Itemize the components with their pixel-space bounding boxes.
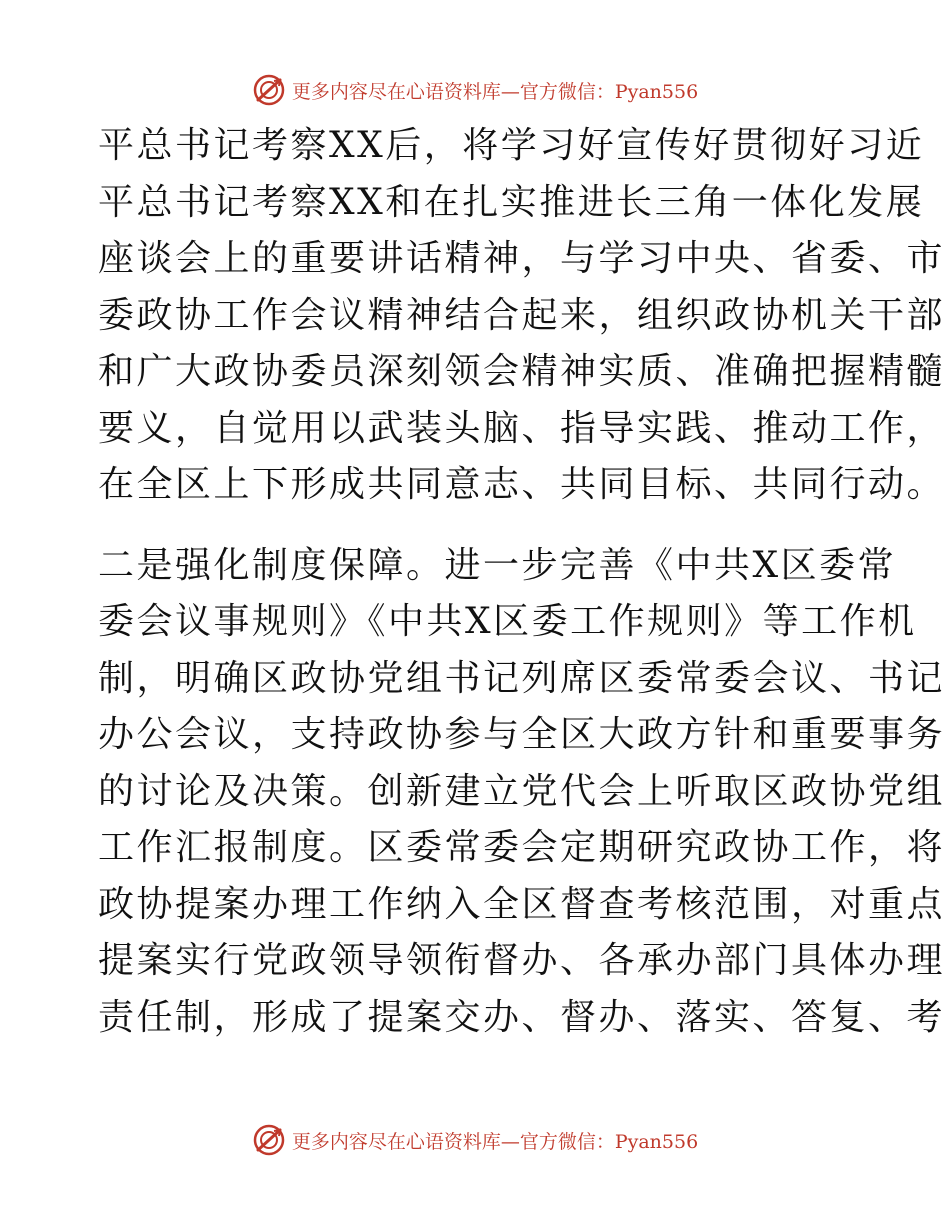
text-line: 工作汇报制度。区委常委会定期研究政协工作，将 <box>98 827 946 868</box>
paragraph-2 <box>98 538 946 1047</box>
seal-logo-icon <box>252 1123 286 1157</box>
document-body <box>98 118 946 1046</box>
text-line: 和广大政协委员深刻领会精神实质、准确把握精髓 <box>98 351 946 392</box>
text-line: 的讨论及决策。创新建立党代会上听取区政协党组 <box>98 770 946 812</box>
paragraph-spacer <box>98 514 858 538</box>
footer-watermark <box>0 1120 950 1160</box>
text-line: 委会议事规则》《中共X区委工作规则》等工作机 <box>98 601 917 642</box>
text-line: 平总书记考察XX和在扎实推进长三角一体化发展 <box>98 181 925 223</box>
text-line: 二是强化制度保障。进一步完善《中共X区委常 <box>98 544 897 586</box>
text-line: 座谈会上的重要讲话精神，与学习中央、省委、市 <box>98 238 946 279</box>
watermark-text: 更多内容尽在心语资料库—官方微信：Pyan556 <box>291 80 699 103</box>
watermark-text: 更多内容尽在心语资料库—官方微信：Pyan556 <box>291 1130 699 1153</box>
text-line: 委政协工作会议精神结合起来，组织政协机关干部 <box>98 294 946 336</box>
text-line: 要义，自觉用以武装头脑、指导实践、推动工作， <box>98 407 946 449</box>
text-line: 提案实行党政领导领衔督办、各承办部门具体办理 <box>98 940 946 981</box>
text-line: 平总书记考察XX后，将学习好宣传好贯彻好习近 <box>98 125 925 166</box>
text-line: 责任制，形成了提案交办、督办、落实、答复、考 <box>98 996 946 1038</box>
header-watermark <box>0 70 950 110</box>
text-line: 制，明确区政协党组书记列席区委常委会议、书记 <box>98 657 946 699</box>
seal-logo-icon <box>252 73 286 107</box>
paragraph-1 <box>98 118 946 514</box>
text-line: 在全区上下形成共同意志、共同目标、共同行动。 <box>98 464 946 505</box>
text-line: 政协提案办理工作纳入全区督查考核范围，对重点 <box>98 883 946 925</box>
text-line: 办公会议，支持政协参与全区大政方针和重要事务 <box>98 714 946 755</box>
